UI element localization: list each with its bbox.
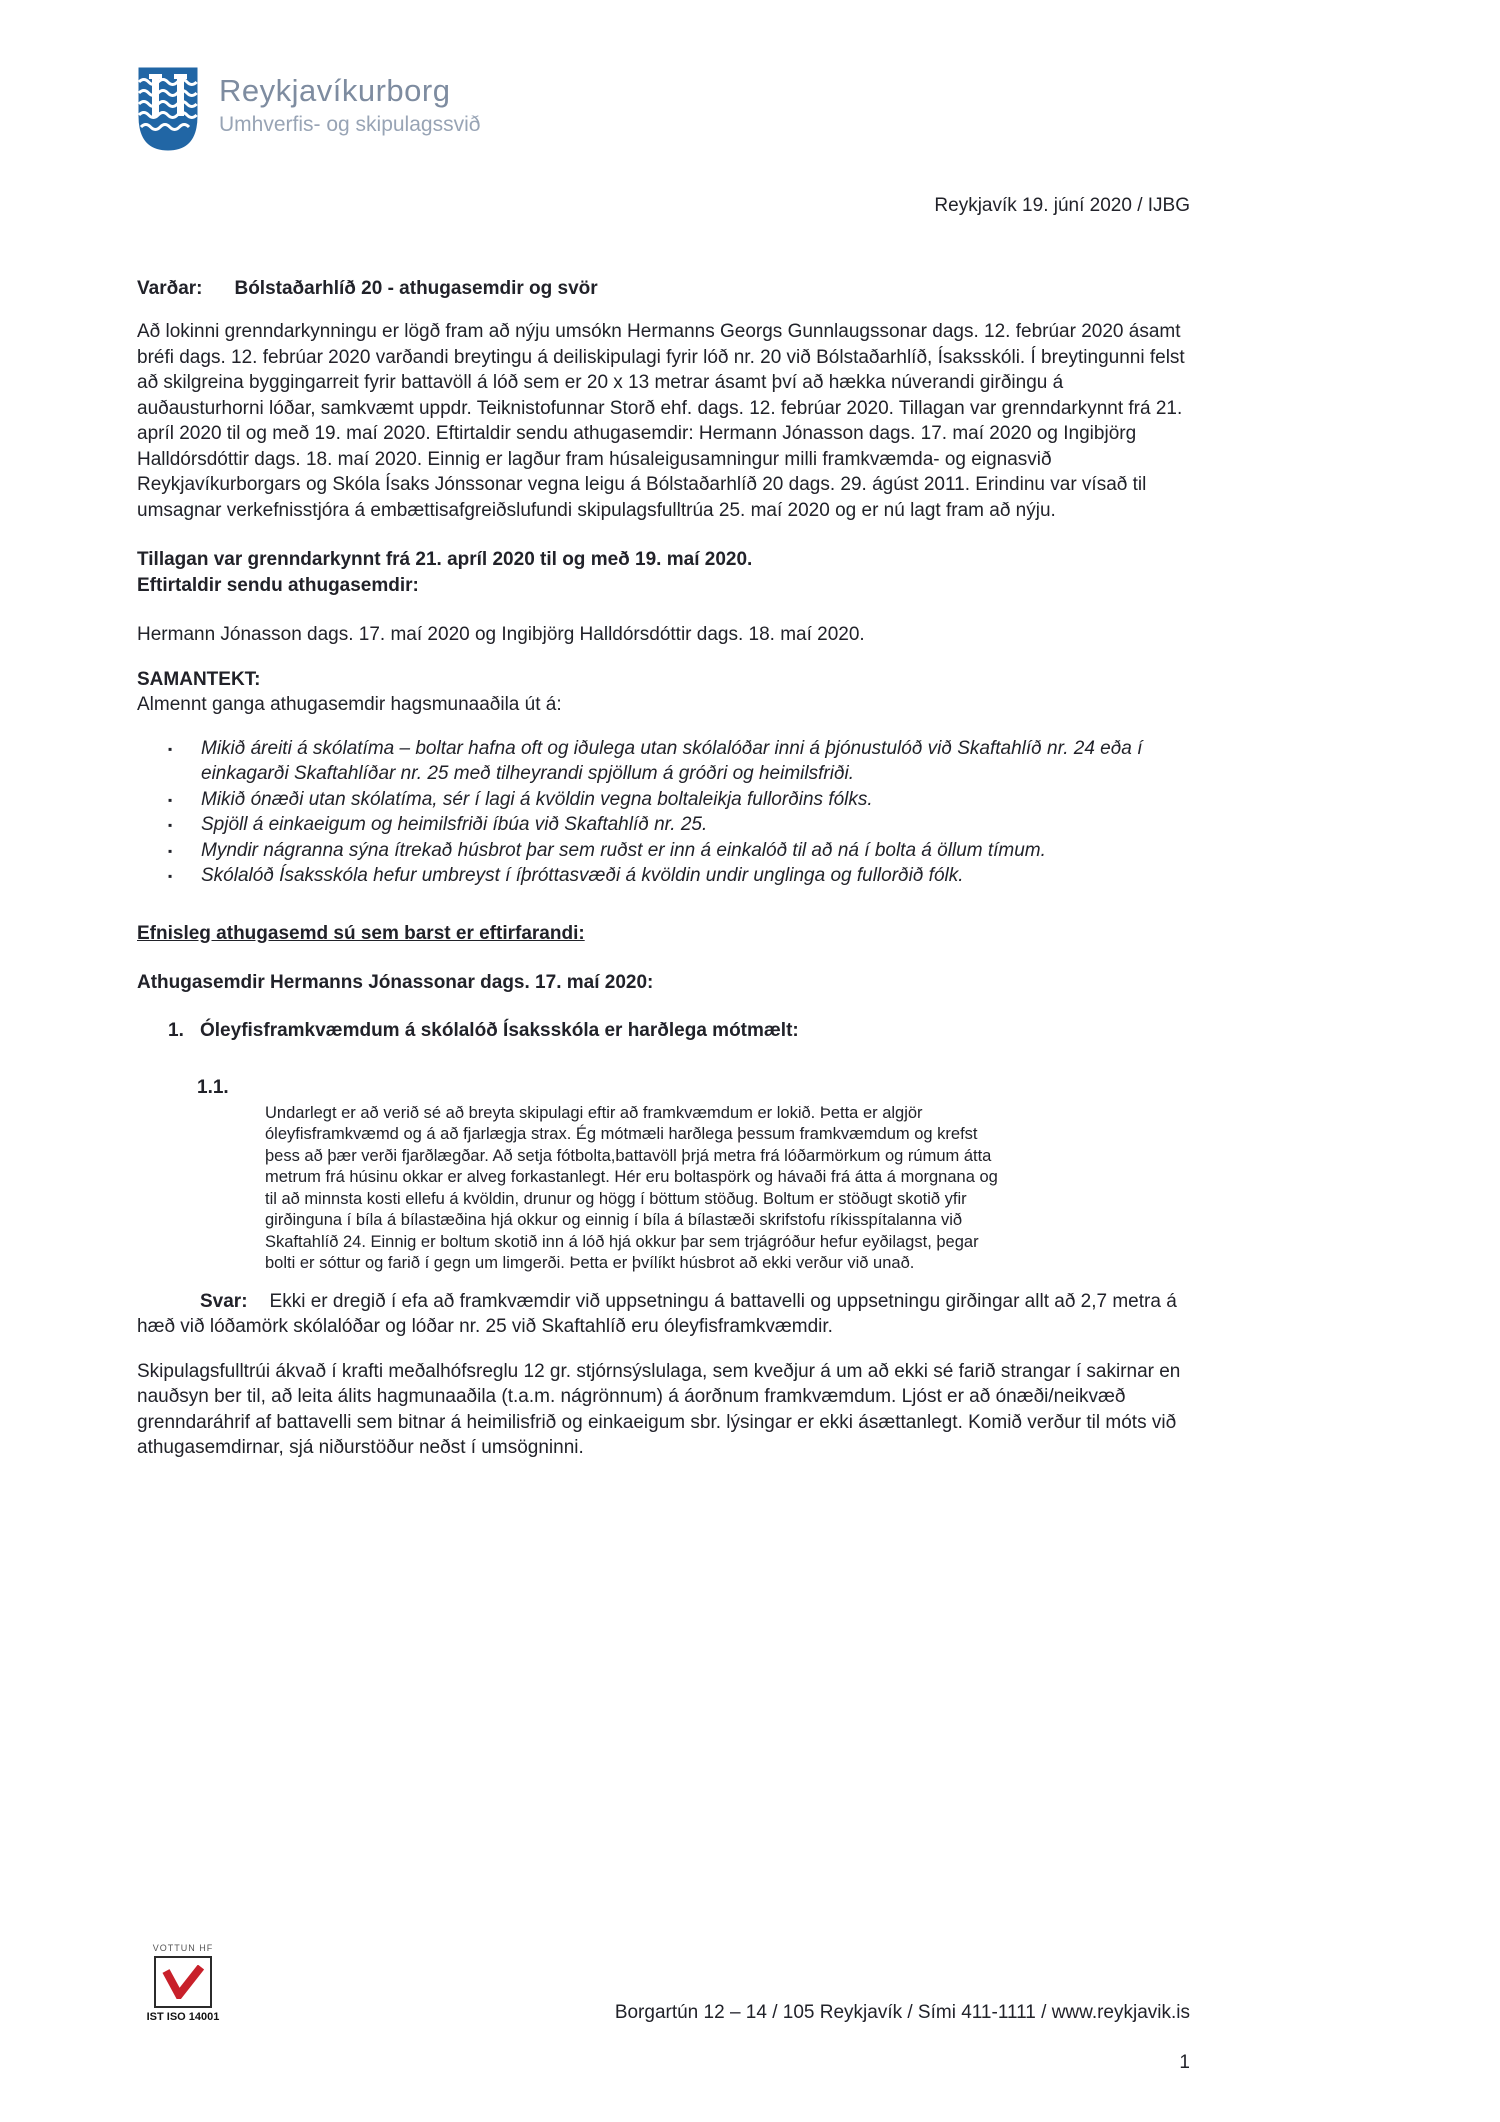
certification-logo	[137, 1943, 229, 2024]
summary-bullet-list	[137, 736, 1190, 889]
commenters-line: Hermann Jónasson dags. 17. maí 2020 og Ingibjörg Halldórsdóttir dags. 18. maí 2020.	[137, 624, 865, 645]
page-number: 1	[1179, 2052, 1190, 2073]
numbered-item	[137, 1018, 1190, 1044]
closing-paragraph: Skipulagsfulltrúi ákvað í krafti meðalhófsreglu 12 gr. stjórnsýslulaga, sem kveðjur á um að ekki sé farið strangar í sakirnar en nauðsyn ber til, að leita álits hagmunaaðila (t.a.m. nágrönnum) á áorðnum framkvæmdum. Ljóst er að ónæði/neikvæð grenndaráhrif af battavelli sem bitnar á heimilisfrið og einkaeigum sbr. lýsingar er ekki ásættanlegt. Komið verður til móts við athugasemdirnar, sjá niðurstöður neðst í umsögninni.	[137, 1360, 1181, 1458]
footer-address: Borgartún 12 – 14 / 105 Reykjavík / Sími 411-1111 / www.reykjavik.is	[614, 2002, 1190, 2023]
cert-bottom-label: IST ISO 14001	[146, 2011, 220, 2023]
subject-line	[137, 276, 1190, 301]
summary-section	[137, 667, 1190, 718]
checkmark-icon	[154, 1956, 212, 2008]
brand-text	[219, 66, 480, 137]
date-line: Reykjavík 19. júní 2020 / IJBG	[934, 195, 1190, 216]
answer-text: Ekki er dregið í efa að framkvæmdir við uppsetningu á battavelli og uppsetningu girðingar allt að 2,7 metra á hæð við lóðamörk skólalóðar og lóðar nr. 25 við Skaftahlíð eru óleyfisframkvæmdir.	[137, 1290, 1177, 1337]
bullet-item: ▪ Myndir nágranna sýna ítrekað húsbrot þar sem ruðst er inn á einkalóð til að ná í bolta á öllum tímum.	[168, 838, 1190, 864]
answer-paragraph	[137, 1289, 1190, 1340]
sub-item-number: 1.1.	[197, 1077, 229, 1098]
subject-title: Bólstaðarhlíð 20 - athugasemdir og svör	[234, 278, 598, 299]
bullet-item: ▪ Mikið áreiti á skólatíma – boltar hafna oft og iðulega utan skólalóðar inni á þjónustulóð við Skaftahlíð nr. 24 eða í einkagarði Skaftahlíðar nr. 25 með tilheyrandi spjöllum á gróðri og heimilsfriði.	[168, 736, 1190, 787]
notice-block	[137, 547, 1190, 598]
comment-quote-block: Undarlegt er að verið sé að breyta skipulagi eftir að framkvæmdum er lokið. Þetta er algjör óleyfisframkvæmd og á að fjarlægja strax. Ég mótmæli harðlega þessum framkvæmdum og krefst þess að þær verði fjarðlægðar. Að setja fótbolta,battavöll þrjá metra frá lóðarmörkum og rúmum átta metrum frá húsinu okkar er alveg forkastanlegt. Hér eru boltaspörk og hávaði frá átta á morgnana og til að minnsta kosti ellefu á kvöldin, drunur og högg í böttum stöðug. Boltum er stöðugt skotið yfir girðinguna í bíla á bílastæðina hjá okkur og einnig í bíla á bílastæði skrifstofu ríkisspítalanna við Skaftahlíð 24. Einnig er boltum skotið inn á lóð hjá okkur þar sem trjágróður hefur eyðilagst, þegar bolti er sóttur og farið í gegn um limgerði. Þetta er þvílíkt húsbrot að ekki verður við unað.	[265, 1103, 998, 1272]
item-number: 1.	[168, 1019, 184, 1041]
item-title: Óleyfisframkvæmdum á skólalóð Ísaksskóla er harðlega mótmælt:	[200, 1019, 799, 1041]
summary-heading: SAMANTEKT:	[137, 668, 261, 690]
bullet-item: ▪ Skólalóð Ísaksskóla hefur umbreyst í íþróttasvæði á kvöldin undir unglinga og fullorðið fólk.	[168, 863, 1190, 889]
reykjavik-coat-of-arms-icon	[137, 66, 199, 157]
notice-line-2: Eftirtaldir sendu athugasemdir:	[137, 574, 419, 596]
subject-label: Varðar:	[137, 278, 203, 299]
brand-header	[137, 66, 1190, 157]
notice-line-1: Tillagan var grenndarkynnt frá 21. apríl 2020 til og með 19. maí 2020.	[137, 549, 753, 570]
cert-top-label: VOTTUN HF	[152, 1943, 214, 1953]
bullet-item: ▪ Spjöll á einkaeigum og heimilsfriði íbúa við Skaftahlíð nr. 25.	[168, 812, 1190, 838]
bullet-item: ▪ Mikið ónæði utan skólatíma, sér í lagi á kvöldin vegna boltaleikja fullorðins fólks.	[168, 787, 1190, 813]
answer-label: Svar:	[200, 1290, 248, 1312]
org-name: Reykjavíkurborg	[219, 73, 451, 108]
org-department: Umhverfis- og skipulagssvið	[219, 113, 481, 136]
comments-subheading: Athugasemdir Hermanns Jónassonar dags. 17. maí 2020:	[137, 972, 654, 993]
summary-intro: Almennt ganga athugasemdir hagsmunaaðila út á:	[137, 694, 562, 715]
intro-paragraph: Að lokinni grenndarkynningu er lögð fram að nýju umsókn Hermanns Georgs Gunnlaugssonar dags. 12. febrúar 2020 ásamt bréfi dags. 12. febrúar 2020 varðandi breytingu á deiliskipulagi fyrir lóð nr. 20 við Bólstaðarhlíð, Ísaksskóli. Í breytingunni felst að skilgreina byggingarreit fyrir battavöll á lóð sem er 20 x 13 metrar ásamt því að hækka núverandi girðingu á auðausturhorni lóðar, samkvæmt uppdr. Teiknistofunnar Storð ehf. dags. 12. febrúar 2020. Tillagan var grenndarkynnt frá 21. apríl 2020 til og með 19. maí 2020. Eftirtaldir sendu athugasemdir: Hermann Jónasson dags. 17. maí 2020 og Ingibjörg Halldórsdóttir dags. 18. maí 2020. Einnig er lagður fram húsaleigusamningur milli framkvæmda- og eignasvið Reykjavíkurborgars og Skóla Ísaks Jónssonar vegna leigu á Bólstaðarhlíð 20 dags. 29. ágúst 2011. Erindinu var vísað til umsagnar verkefnisstjóra á embættisafgreiðslufundi skipulagsfulltrúa 25. maí 2020 og er nú lagt fram að nýju.	[137, 321, 1185, 521]
substantive-heading: Efnisleg athugasemd sú sem barst er eftirfarandi:	[137, 922, 585, 944]
